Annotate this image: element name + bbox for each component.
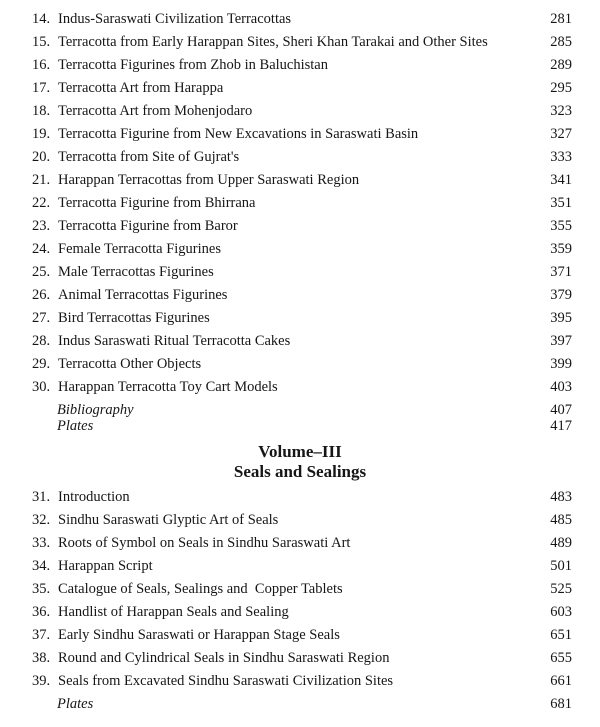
toc-entry xyxy=(0,215,600,237)
entry-number: 26. xyxy=(32,287,51,303)
entry-number: 34. xyxy=(32,558,51,574)
entry-number: 27. xyxy=(32,310,51,326)
entry-number: 16. xyxy=(32,57,51,73)
entry-title: Animal Terracottas Figurines xyxy=(58,287,228,303)
toc-back-matter-entry xyxy=(0,415,600,437)
entry-page-number: 371 xyxy=(550,264,572,280)
toc-entry xyxy=(0,100,600,122)
entry-number: 39. xyxy=(32,673,51,689)
entry-number: 32. xyxy=(32,512,51,528)
entry-title: Terracotta Other Objects xyxy=(58,356,202,372)
entry-title: Indus Saraswati Ritual Terracotta Cakes xyxy=(58,333,291,349)
entry-page-number: 397 xyxy=(550,333,572,349)
entry-title: Harappan Terracottas from Upper Saraswati Region xyxy=(58,172,360,188)
toc-entry xyxy=(0,670,600,692)
entry-title: Harappan Terracotta Toy Cart Models xyxy=(58,379,278,395)
entry-number: 33. xyxy=(32,535,51,551)
entry-title: Bird Terracottas Figurines xyxy=(58,310,210,326)
toc-entry xyxy=(0,192,600,214)
entry-title: Seals from Excavated Sindhu Saraswati Civilization Sites xyxy=(58,673,394,689)
entry-page-number: 323 xyxy=(550,103,572,119)
entry-number: 30. xyxy=(32,379,51,395)
toc-entry xyxy=(0,330,600,352)
entry-page-number: 341 xyxy=(550,172,572,188)
toc-entry xyxy=(0,54,600,76)
toc-entry xyxy=(0,376,600,398)
entry-number: 36. xyxy=(32,604,51,620)
entry-page-number: 333 xyxy=(550,149,572,165)
entry-title: Harappan Script xyxy=(58,558,153,574)
entry-number: 28. xyxy=(32,333,51,349)
entry-page-number: 289 xyxy=(550,57,572,73)
toc-entry xyxy=(0,624,600,646)
entry-page-number: 651 xyxy=(550,627,572,643)
entry-page-number: 407 xyxy=(550,402,572,418)
entry-number: 24. xyxy=(32,241,51,257)
entry-page-number: 351 xyxy=(550,195,572,211)
toc-entry xyxy=(0,31,600,53)
entry-number: 21. xyxy=(32,172,51,188)
entry-title: Terracotta Figurine from Baror xyxy=(58,218,238,234)
entry-title: Sindhu Saraswati Glyptic Art of Seals xyxy=(58,512,279,528)
entry-number: 37. xyxy=(32,627,51,643)
entry-page-number: 661 xyxy=(550,673,572,689)
entry-page-number: 281 xyxy=(550,11,572,27)
toc-entry xyxy=(0,307,600,329)
entry-number: 35. xyxy=(32,581,51,597)
toc-entry xyxy=(0,238,600,260)
entry-page-number: 485 xyxy=(550,512,572,528)
entry-number: 38. xyxy=(32,650,51,666)
entry-page-number: 285 xyxy=(550,34,572,50)
entry-page-number: 603 xyxy=(550,604,572,620)
toc-entry xyxy=(0,532,600,554)
entry-title: Indus-Saraswati Civilization Terracottas xyxy=(58,11,292,27)
entry-page-number: 379 xyxy=(550,287,572,303)
toc-entry xyxy=(0,601,600,623)
entry-number: 29. xyxy=(32,356,51,372)
plates-title: Plates xyxy=(57,418,94,434)
entry-number: 20. xyxy=(32,149,51,165)
entry-title: Introduction xyxy=(58,489,130,505)
entry-title: Early Sindhu Saraswati or Harappan Stage Seals xyxy=(58,627,340,643)
entry-title: Roots of Symbol on Seals in Sindhu Saraswati Art xyxy=(58,535,351,551)
entry-number: 17. xyxy=(32,80,51,96)
entry-page-number: 525 xyxy=(550,581,572,597)
entry-page-number: 395 xyxy=(550,310,572,326)
entry-title: Terracotta Figurine from New Excavations in Saraswati Basin xyxy=(58,126,419,142)
entry-title: Round and Cylindrical Seals in Sindhu Saraswati Region xyxy=(58,650,390,666)
entry-page-number: 327 xyxy=(550,126,572,142)
entry-page-number: 399 xyxy=(550,356,572,372)
entry-number: 14. xyxy=(32,11,51,27)
entry-page-number: 489 xyxy=(550,535,572,551)
toc-back-matter-entry xyxy=(0,693,600,715)
entry-title: Terracotta Figurines from Zhob in Baluchistan xyxy=(58,57,328,73)
entry-title: Terracotta Figurine from Bhirrana xyxy=(58,195,256,211)
entry-number: 25. xyxy=(32,264,51,280)
entry-title: Handlist of Harappan Seals and Sealing xyxy=(58,604,289,620)
entry-number: 23. xyxy=(32,218,51,234)
toc-entry xyxy=(0,146,600,168)
entry-page-number: 483 xyxy=(550,489,572,505)
toc-entry xyxy=(0,8,600,30)
entry-page-number: 501 xyxy=(550,558,572,574)
entry-title: Terracotta Art from Harappa xyxy=(58,80,224,96)
entry-page-number: 359 xyxy=(550,241,572,257)
toc-entry xyxy=(0,555,600,577)
volume-subheading: Seals and Sealings xyxy=(233,462,367,481)
toc-entry xyxy=(0,486,600,508)
entry-page-number: 355 xyxy=(550,218,572,234)
bibliography-title: Bibliography xyxy=(57,402,134,418)
entry-title: Terracotta Art from Mohenjodaro xyxy=(58,103,253,119)
entry-page-number: 655 xyxy=(550,650,572,666)
entry-number: 22. xyxy=(32,195,51,211)
entry-number: 18. xyxy=(32,103,51,119)
toc-entry xyxy=(0,353,600,375)
entry-title: Female Terracotta Figurines xyxy=(58,241,221,257)
volume-heading: Volume–III xyxy=(258,442,342,461)
toc-entry xyxy=(0,123,600,145)
entry-page-number: 403 xyxy=(550,379,572,395)
toc-entry xyxy=(0,284,600,306)
toc-entry xyxy=(0,509,600,531)
toc-entry xyxy=(0,169,600,191)
toc-entry xyxy=(0,77,600,99)
toc-entry xyxy=(0,647,600,669)
entry-page-number: 295 xyxy=(550,80,572,96)
plates-title: Plates xyxy=(57,696,94,712)
toc-entry xyxy=(0,578,600,600)
entry-page-number: 417 xyxy=(550,418,572,434)
entry-number: 31. xyxy=(32,489,51,505)
toc-entry xyxy=(0,261,600,283)
entry-page-number: 681 xyxy=(550,696,572,712)
entry-number: 15. xyxy=(32,34,51,50)
entry-title: Catalogue of Seals, Sealings and Copper Tablets xyxy=(58,581,343,597)
entry-title: Terracotta from Early Harappan Sites, Sheri Khan Tarakai and Other Sites xyxy=(58,34,488,50)
entry-title: Terracotta from Site of Gujrat's xyxy=(58,149,240,165)
entry-title: Male Terracottas Figurines xyxy=(58,264,214,280)
entry-number: 19. xyxy=(32,126,51,142)
